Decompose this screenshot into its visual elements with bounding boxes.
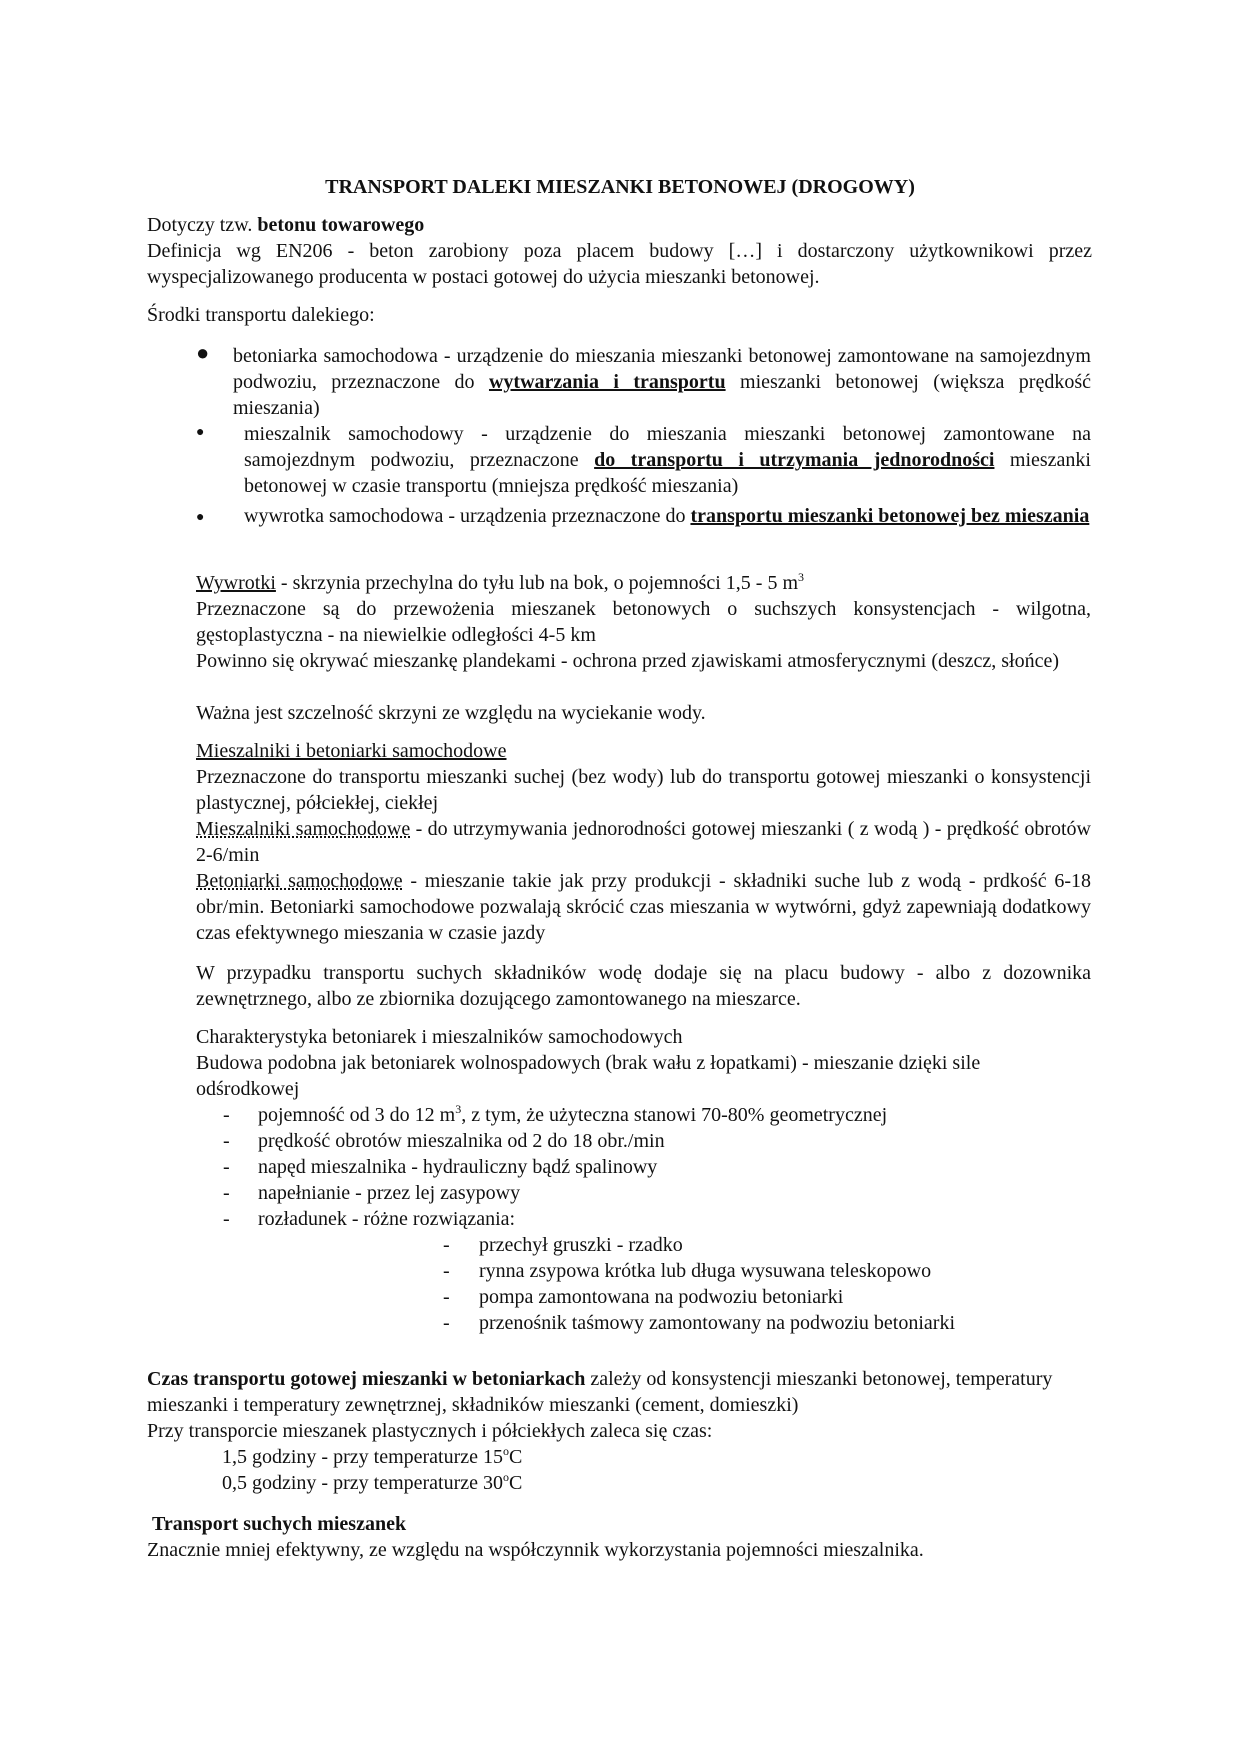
unit: C	[509, 1446, 523, 1468]
bullet-icon: ●	[196, 340, 210, 365]
dash-marker: -	[443, 1234, 450, 1256]
feature-item-1-text: pojemność od 3 do 12 m	[258, 1104, 456, 1126]
intro-prefix: Dotyczy tzw.	[147, 214, 258, 236]
wywrotki-paragraph-3: Ważna jest szczelność skrzyni ze względu na wyciekanie wody.	[196, 702, 706, 724]
mieszalniki-paragraph-1: Przeznaczone do transportu mieszanki suchej (bez wody) lub do transportu gotowej mieszanki o konsystencji plastycznej, półciekłej, ciekłej	[196, 766, 1091, 814]
means-item-2	[244, 421, 1091, 499]
definition-paragraph: Definicja wg EN206 - beton zarobiony poza placem budowy […] i dostarczony użytkownikowi przez wyspecjalizowanego producenta w postaci gotowej do użycia mieszanki betonowej.	[147, 240, 1092, 288]
bullet-icon: ●	[196, 510, 205, 525]
charakterystyka-paragraph: Budowa podobna jak betoniarek wolnospadowych (brak wału z łopatkami) - mieszanie dzięki sile odśrodkowej	[196, 1052, 981, 1100]
betoniarki-text: - mieszanie takie jak przy produkcji - składniki suche lub z wodą - prdkość 6-18 obr/min. Betoniarki samochodowe pozwalają skrócić czas mieszania w wytwórni, gdyż zapewniają dodatkowy czas efektywnego mieszania w czasie jazdy	[196, 870, 1092, 944]
dash-marker: -	[443, 1286, 450, 1308]
dash-marker: -	[223, 1182, 230, 1204]
time-item-1-text: 1,5 godziny - przy temperaturze 15	[222, 1446, 504, 1468]
means-item-1-emphasis: wytwarzania i transportu	[488, 371, 726, 393]
unit: C	[509, 1472, 523, 1494]
feature-item-5: rozładunek - różne rozwiązania:	[258, 1208, 516, 1230]
wywrotki-line	[196, 570, 1091, 596]
feature-item-3: napęd mieszalnika - hydrauliczny bądź spalinowy	[258, 1156, 658, 1178]
charakterystyka-heading: Charakterystyka betoniarek i mieszalników samochodowych	[196, 1026, 683, 1048]
feature-item-1-rest: , z tym, że użyteczna stanowi 70-80% geometrycznej	[461, 1104, 888, 1126]
mieszalniki-heading: Mieszalniki i betoniarki samochodowe	[196, 740, 507, 762]
degree-mark: o	[503, 1444, 510, 1458]
sub-item-3: pompa zamontowana na podwoziu betoniarki	[479, 1286, 844, 1308]
means-item-2-emphasis: do transportu i utrzymania jednorodności	[594, 449, 995, 471]
mieszalniki-paragraph-3	[196, 868, 1091, 946]
time-item-1	[222, 1444, 522, 1470]
means-item-1-tail: mieszanki betonowej (większa prędkość mieszania)	[233, 371, 1091, 419]
dash-marker: -	[223, 1156, 230, 1178]
sub-item-2: rynna zsypowa krótka lub długa wysuwana teleskopowo	[479, 1260, 932, 1282]
means-item-2-text: mieszalnik samochodowy - urządzenie do mieszania mieszanki betonowej zamontowane na samojezdnym podwoziu, przeznaczone	[244, 423, 1091, 471]
dash-marker: -	[223, 1130, 230, 1152]
czas-bold-heading: Czas transportu gotowej mieszanki w betoniarkach	[147, 1368, 586, 1390]
superscript: 3	[798, 570, 805, 584]
time-item-2-text: 0,5 godziny - przy temperaturze 30	[222, 1472, 504, 1494]
feature-item-4: napełnianie - przez lej zasypowy	[258, 1182, 521, 1204]
sub-item-1: przechył gruszki - rzadko	[479, 1234, 683, 1256]
means-item-3-text: wywrotka samochodowa - urządzenia przeznaczone do	[244, 505, 691, 527]
sub-item-4: przenośnik taśmowy zamontowany na podwoziu betoniarki	[479, 1312, 955, 1334]
feature-item-2: prędkość obrotów mieszalnika od 2 do 18 obr./min	[258, 1130, 665, 1152]
czas-text: zależy od konsystencji mieszanki betonowej, temperatury mieszanki i temperatury zewnętrznej, składników mieszanki (cement, domieszki)	[147, 1368, 1053, 1416]
means-item-2-tail: mieszanki betonowej w czasie transportu (mniejsza prędkość mieszania)	[244, 449, 1091, 497]
superscript: 3	[455, 1102, 462, 1116]
wywrotki-paragraph-1: Przeznaczone są do przewożenia mieszanek betonowych o suchszych konsystencjach - wilgotna, gęstoplastyczna - na niewielkie odległości 4-5 km	[196, 598, 1091, 646]
bullet-icon: ●	[196, 425, 205, 440]
wywrotki-paragraph-2: Powinno się okrywać mieszankę plandekami - ochrona przed zjawiskami atmosferycznymi (deszcz, słońce)	[196, 650, 1060, 672]
time-item-2	[222, 1470, 522, 1496]
intro-line	[147, 212, 1092, 238]
dash-marker: -	[443, 1260, 450, 1282]
dash-marker: -	[443, 1312, 450, 1334]
mieszalniki-label: Mieszalniki samochodowe	[196, 818, 411, 840]
intro-bold-term: betonu towarowego	[257, 214, 425, 236]
suche-heading: Transport suchych mieszanek	[152, 1513, 407, 1535]
means-item-3-emphasis: transportu mieszanki betonowej bez mieszania	[690, 505, 1090, 527]
means-item-1-text: betoniarka samochodowa - urządzenie do mieszania mieszanki betonowej zamontowane na samojezdnym podwoziu, przeznaczone do	[233, 345, 1091, 393]
suche-paragraph: Znacznie mniej efektywny, ze względu na współczynnik wykorzystania pojemności mieszalnika.	[147, 1539, 924, 1561]
mieszalniki-paragraph-4: W przypadku transportu suchych składników wodę dodaje się na placu budowy - albo z dozownika zewnętrznego, albo ze zbiornika dozującego zamontowanego na mieszarce.	[196, 962, 1091, 1010]
means-heading: Środki transportu dalekiego:	[147, 304, 375, 326]
document-title: TRANSPORT DALEKI MIESZANKI BETONOWEJ (DROGOWY)	[325, 176, 915, 198]
degree-mark: o	[503, 1470, 510, 1484]
mieszalniki-text: - do utrzymywania jednorodności gotowej mieszanki ( z wodą ) - prędkość obrotów 2-6/min	[196, 818, 1091, 866]
means-item-3	[244, 503, 1091, 529]
means-item-1	[233, 343, 1091, 421]
czas-recommendation: Przy transporcie mieszanek plastycznych i półciekłych zaleca się czas:	[147, 1420, 713, 1442]
betoniarki-label: Betoniarki samochodowe	[196, 870, 403, 892]
feature-item-1	[258, 1102, 887, 1128]
wywrotki-capacity: - skrzynia przechylna do tyłu lub na bok, o pojemności 1,5 - 5 m	[275, 572, 799, 594]
czas-paragraph	[147, 1366, 1092, 1418]
dash-marker: -	[223, 1208, 230, 1230]
mieszalniki-paragraph-2	[196, 816, 1091, 868]
wywrotki-label: Wywrotki	[196, 572, 276, 594]
dash-marker: -	[223, 1104, 230, 1126]
